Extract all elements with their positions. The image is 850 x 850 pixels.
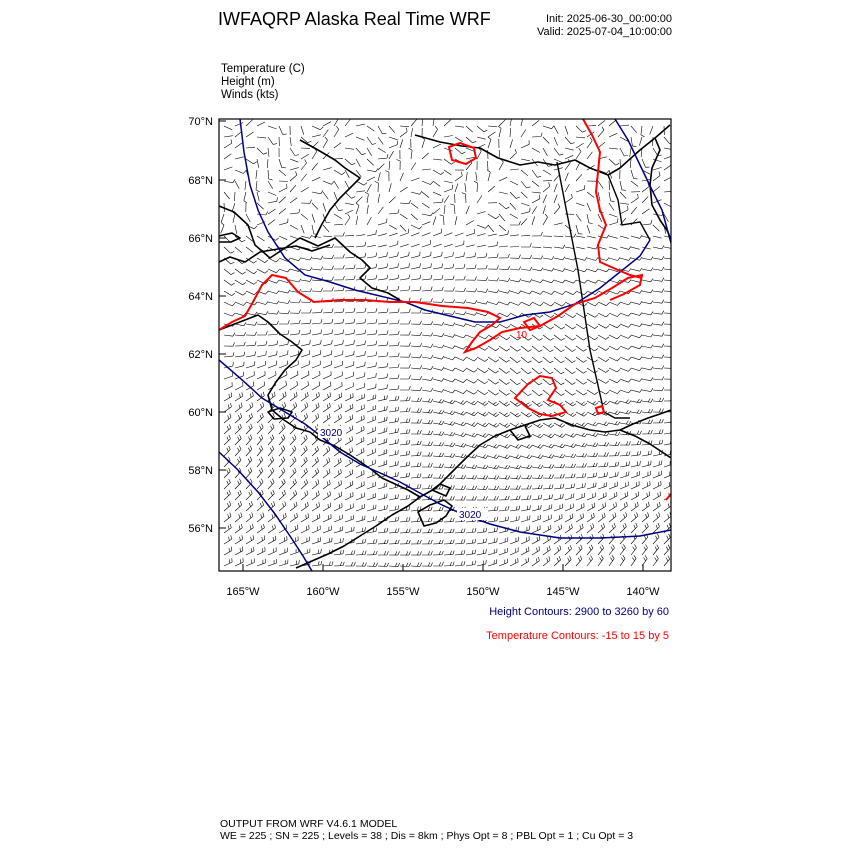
footer-line-1: OUTPUT FROM WRF V4.6.1 MODEL (220, 818, 398, 830)
yukon-bc-border (608, 175, 650, 240)
height-label-2: 3020 (459, 510, 482, 521)
lat-label-56n: 56°N (188, 523, 213, 535)
north-slope-coast (300, 140, 360, 238)
height-contour-note: Height Contours: 2900 to 3260 by 60 (489, 606, 669, 618)
lon-label-145w: 145°W (546, 586, 580, 598)
temperature-contour-note: Temperature Contours: -15 to 15 by 5 (486, 630, 669, 642)
lat-label-58n: 58°N (188, 465, 213, 477)
beaufort-coast (415, 125, 670, 175)
footer-line-2: WE = 225 ; SN = 225 ; Levels = 38 ; Dis = 8km ; Phys Opt = 8 ; PBL Opt = 1 ; Cu Opt = 3 (220, 830, 634, 842)
field-winds: Winds (kts) (221, 89, 279, 101)
longitude-labels (226, 586, 660, 598)
lat-label-64n: 64°N (188, 291, 213, 303)
lat-label-68n: 68°N (188, 175, 213, 187)
lat-label-60n: 60°N (188, 407, 213, 419)
lon-label-160w: 160°W (306, 586, 340, 598)
lat-label-62n: 62°N (188, 349, 213, 361)
canada-coast (650, 138, 671, 240)
temp-contour-east (583, 119, 642, 278)
model-footer (220, 818, 633, 842)
lon-label-150w: 150°W (466, 586, 500, 598)
kenai-coast (420, 418, 555, 497)
boundaries (557, 162, 650, 418)
field-height: Height (m) (221, 76, 275, 88)
temperature-contours (219, 119, 671, 500)
latitude-labels (188, 116, 213, 535)
temp-contour-edge (666, 494, 671, 500)
height-contour-sw (219, 452, 312, 571)
temp-label-1: 10 (516, 330, 528, 341)
lat-label-70n: 70°N (188, 116, 213, 128)
field-temperature: Temperature (C) (221, 63, 305, 75)
height-label-1: 3020 (320, 428, 343, 439)
lon-label-165w: 165°W (226, 586, 260, 598)
contour-labels (318, 330, 528, 521)
lon-label-155w: 155°W (386, 586, 420, 598)
temp-contour-spot (596, 406, 604, 414)
chart-title: IWFAQRP Alaska Real Time WRF (218, 9, 491, 29)
lat-label-66n: 66°N (188, 233, 213, 245)
height-contour-west (219, 360, 671, 538)
arctic-coast (219, 206, 400, 300)
kodiak-north (432, 484, 450, 496)
border-sections (604, 412, 630, 418)
prince-william-sound (510, 426, 530, 440)
lon-label-140w: 140°W (626, 586, 660, 598)
init-time: Init: 2025-06-30_00:00:00 (546, 13, 672, 25)
valid-time: Valid: 2025-07-04_10:00:00 (537, 26, 672, 38)
temp-contour-kenai (515, 376, 566, 416)
